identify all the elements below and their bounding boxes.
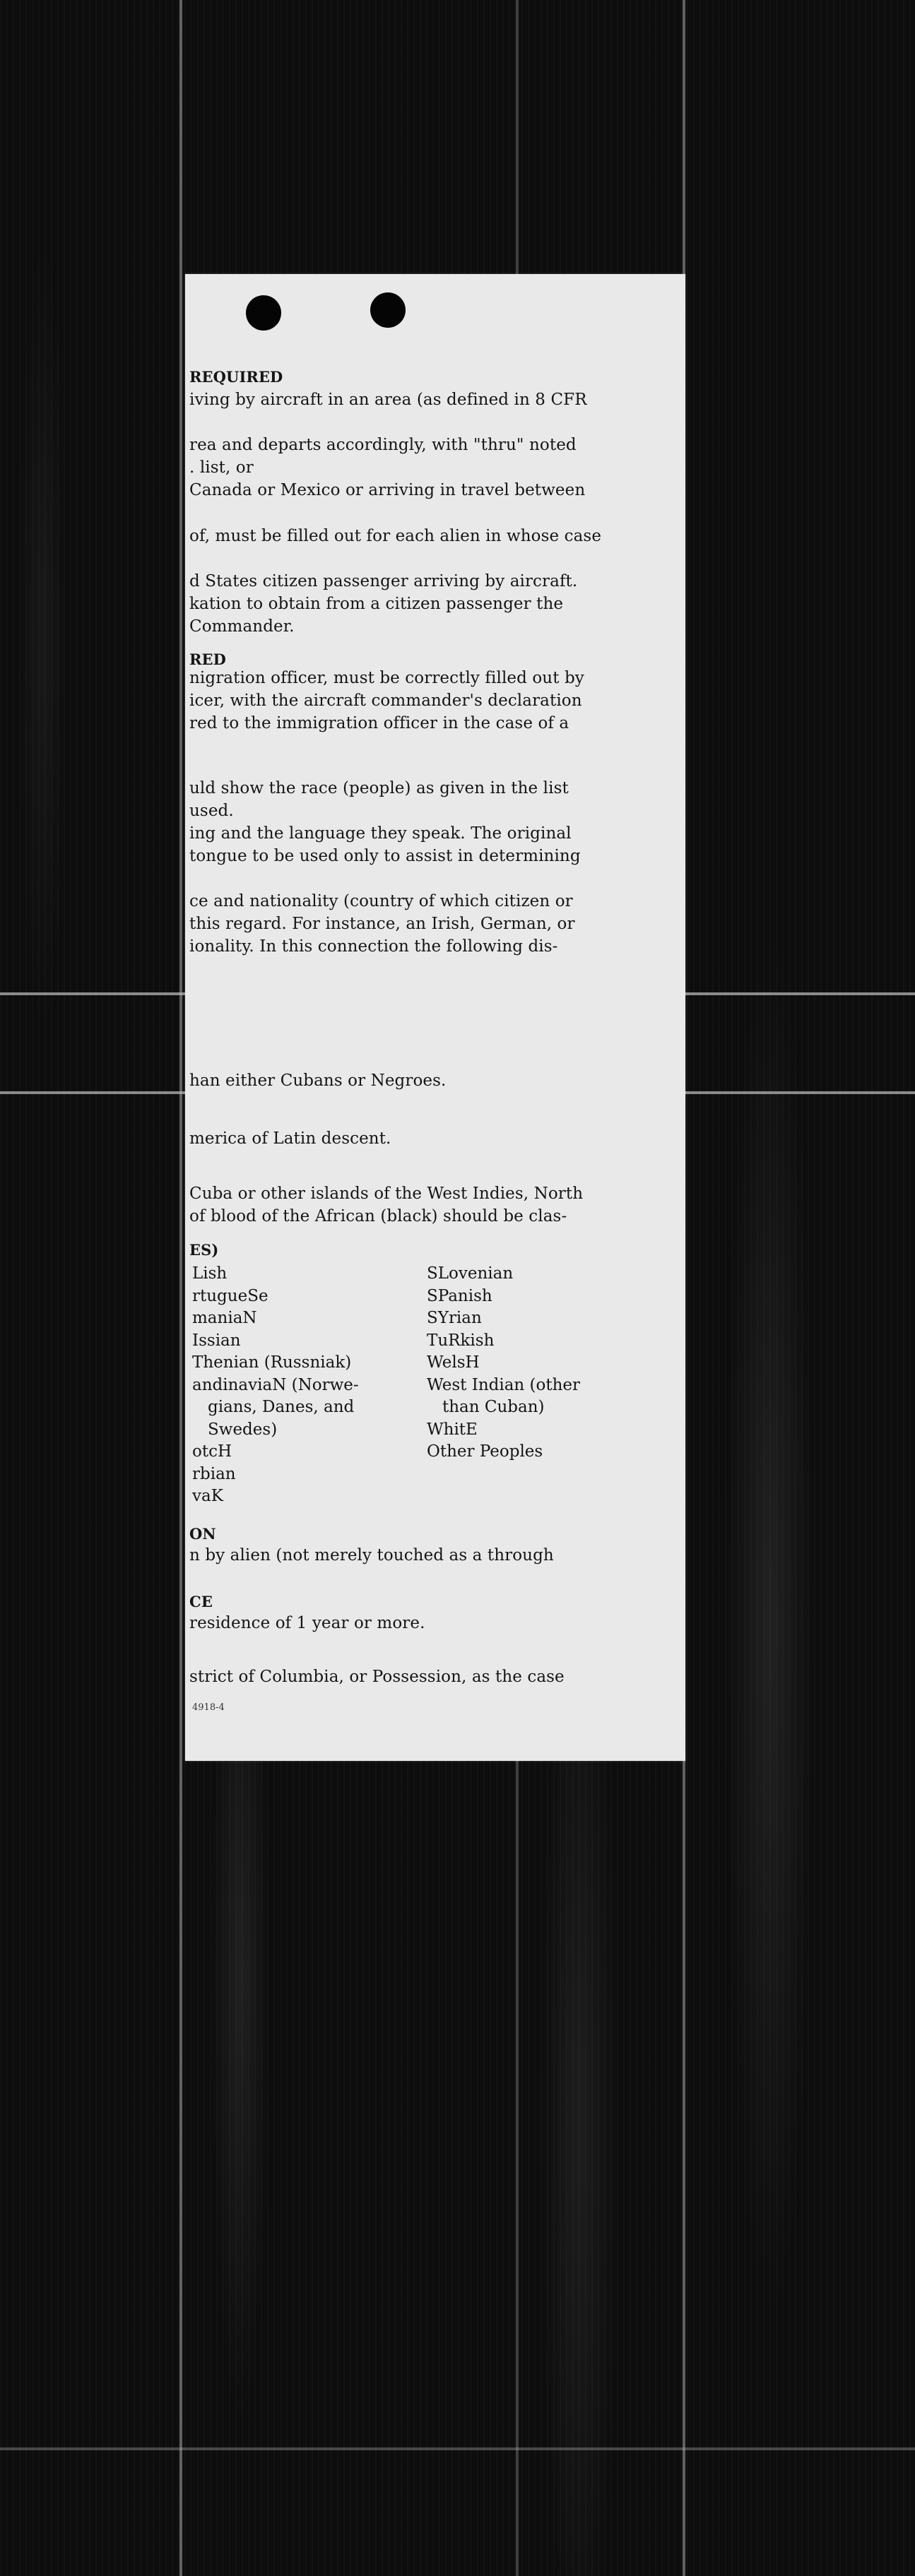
- text-line: kation to obtain from a citizen passenger the: [189, 595, 564, 613]
- text-line: of, must be filled out for each alien in whose case: [189, 527, 602, 545]
- film-edge-line-left: [179, 0, 182, 2576]
- text-line: rea and departs accordingly, with "thru" noted: [189, 436, 577, 454]
- text-line: ing and the language they speak. The original: [189, 824, 572, 843]
- text-line: . list, or: [189, 458, 254, 477]
- text-line: d States citizen passenger arriving by aircraft.: [189, 572, 578, 590]
- text-line: merica of Latin descent.: [189, 1129, 391, 1148]
- text-line: used.: [189, 802, 234, 820]
- text-line: this regard. For instance, an Irish, German, or: [189, 915, 575, 933]
- text-line: iving by aircraft in an area (as defined in 8 CFR: [189, 391, 587, 409]
- form-number: 4918-4: [192, 1702, 225, 1713]
- race-list-item: Lish: [192, 1264, 228, 1283]
- race-list-item: SPanish: [427, 1286, 492, 1305]
- race-list-item: Thenian (Russniak): [192, 1353, 352, 1372]
- punch-hole-left: [246, 295, 281, 331]
- race-list-item: rtugueSe: [192, 1286, 268, 1305]
- race-list-right-column: [427, 1263, 681, 1464]
- race-list-item: rbian: [192, 1464, 236, 1483]
- race-list-item: andinaviaN (Norwe-: [192, 1375, 359, 1394]
- race-list-item: SYrian: [427, 1309, 482, 1327]
- race-list-item: otcH: [192, 1442, 232, 1461]
- section-heading: ON: [189, 1525, 216, 1543]
- text-line: Cuba or other islands of the West Indies, North: [189, 1185, 584, 1203]
- text-line: uld show the race (people) as given in the list: [189, 779, 569, 797]
- text-line: icer, with the aircraft commander's declaration: [189, 692, 582, 710]
- text-line: han either Cubans or Negroes.: [189, 1072, 447, 1090]
- race-list-item: vaK: [192, 1487, 223, 1505]
- race-list-item: Other Peoples: [427, 1442, 543, 1461]
- text-line: strict of Columbia, or Possession, as the case: [189, 1668, 565, 1686]
- text-line: tongue to be used only to assist in determining: [189, 847, 581, 865]
- race-list-item: WhitE: [427, 1420, 478, 1439]
- race-list-item: gians, Danes, and: [208, 1398, 355, 1416]
- text-line: of blood of the African (black) should be clas-: [189, 1207, 567, 1225]
- document-page: [185, 274, 685, 1761]
- race-list-item: Issian: [192, 1331, 241, 1350]
- race-list-item: maniaN: [192, 1309, 257, 1327]
- race-list-item: TuRkish: [427, 1331, 495, 1350]
- text-line: n by alien (not merely touched as a through: [189, 1546, 554, 1565]
- section-heading: REQUIRED: [189, 368, 283, 386]
- text-line: ionality. In this connection the following dis-: [189, 937, 558, 956]
- film-scan-line-bottom: [0, 2447, 915, 2450]
- punch-hole-right: [370, 292, 406, 328]
- race-list-item: SLovenian: [427, 1264, 514, 1283]
- text-line: residence of 1 year or more.: [189, 1614, 425, 1632]
- section-heading: CE: [189, 1593, 213, 1610]
- section-heading: RED: [189, 651, 226, 668]
- text-line: Commander.: [189, 617, 295, 636]
- race-list-item: West Indian (other: [427, 1375, 581, 1394]
- text-line: ce and nationality (country of which citizen or: [189, 892, 573, 910]
- list-heading: ES): [189, 1241, 219, 1259]
- text-line: Canada or Mexico or arriving in travel between: [189, 481, 586, 499]
- race-list-item: WelsH: [427, 1353, 480, 1372]
- text-line: nigration officer, must be correctly filled out by: [189, 669, 584, 687]
- race-list-left-column: [192, 1263, 425, 1508]
- race-list-item: Swedes): [208, 1420, 278, 1439]
- race-list-item: than Cuban): [442, 1398, 545, 1416]
- text-line: red to the immigration officer in the case of a: [189, 714, 569, 732]
